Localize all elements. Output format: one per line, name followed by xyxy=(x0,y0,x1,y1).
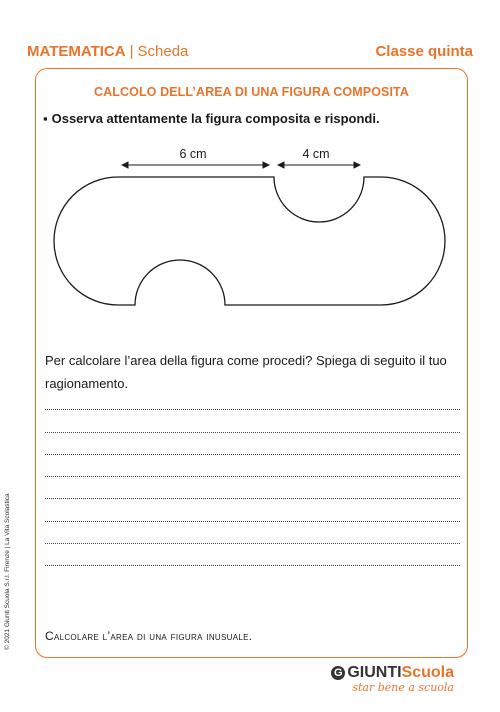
footer-note: Calcolare l’area di una figura inusuale. xyxy=(45,629,253,643)
answer-line[interactable] xyxy=(45,455,460,477)
worksheet-card xyxy=(35,68,468,658)
composite-figure xyxy=(36,137,469,317)
giunti-logo-icon: G xyxy=(331,666,345,680)
class-label: Classe quinta xyxy=(375,43,473,60)
brand-name-main: GIUNTI xyxy=(347,664,402,681)
copyright-text: © 2021 Giunti Scuola S.r.l. Firenze | La Vita Scolastica xyxy=(4,493,11,650)
answer-line[interactable] xyxy=(45,477,460,499)
length-label: 6 cm xyxy=(179,147,207,161)
answer-line[interactable] xyxy=(45,544,460,566)
answer-line[interactable] xyxy=(45,522,460,544)
answer-line[interactable] xyxy=(45,388,460,410)
answer-line[interactable] xyxy=(45,499,460,521)
figure-outline xyxy=(54,177,445,305)
answer-line[interactable] xyxy=(45,433,460,455)
diameter-label: 4 cm xyxy=(302,147,330,161)
publisher-logo xyxy=(331,664,454,694)
bullet-icon: ▪ xyxy=(43,111,48,126)
header-subject xyxy=(27,43,188,60)
answer-lines xyxy=(45,388,460,566)
brand-tagline: star bene a scuola xyxy=(352,681,454,694)
answer-line[interactable] xyxy=(45,410,460,432)
worksheet-title: CALCOLO DELL’AREA DI UNA FIGURA COMPOSITA xyxy=(94,85,409,99)
question-text: Per calcolare l’area della figura come procedi? Spiega di seguito il tuo ragionamento. xyxy=(45,353,447,391)
instruction xyxy=(43,111,380,126)
brand-name-accent: Scuola xyxy=(401,664,454,681)
subject-label: MATEMATICA xyxy=(27,43,126,60)
header-separator: | xyxy=(129,43,134,60)
sheet-type-label: Scheda xyxy=(137,43,189,60)
instruction-text: Osserva attentamente la figura composita e rispondi. xyxy=(51,111,380,126)
